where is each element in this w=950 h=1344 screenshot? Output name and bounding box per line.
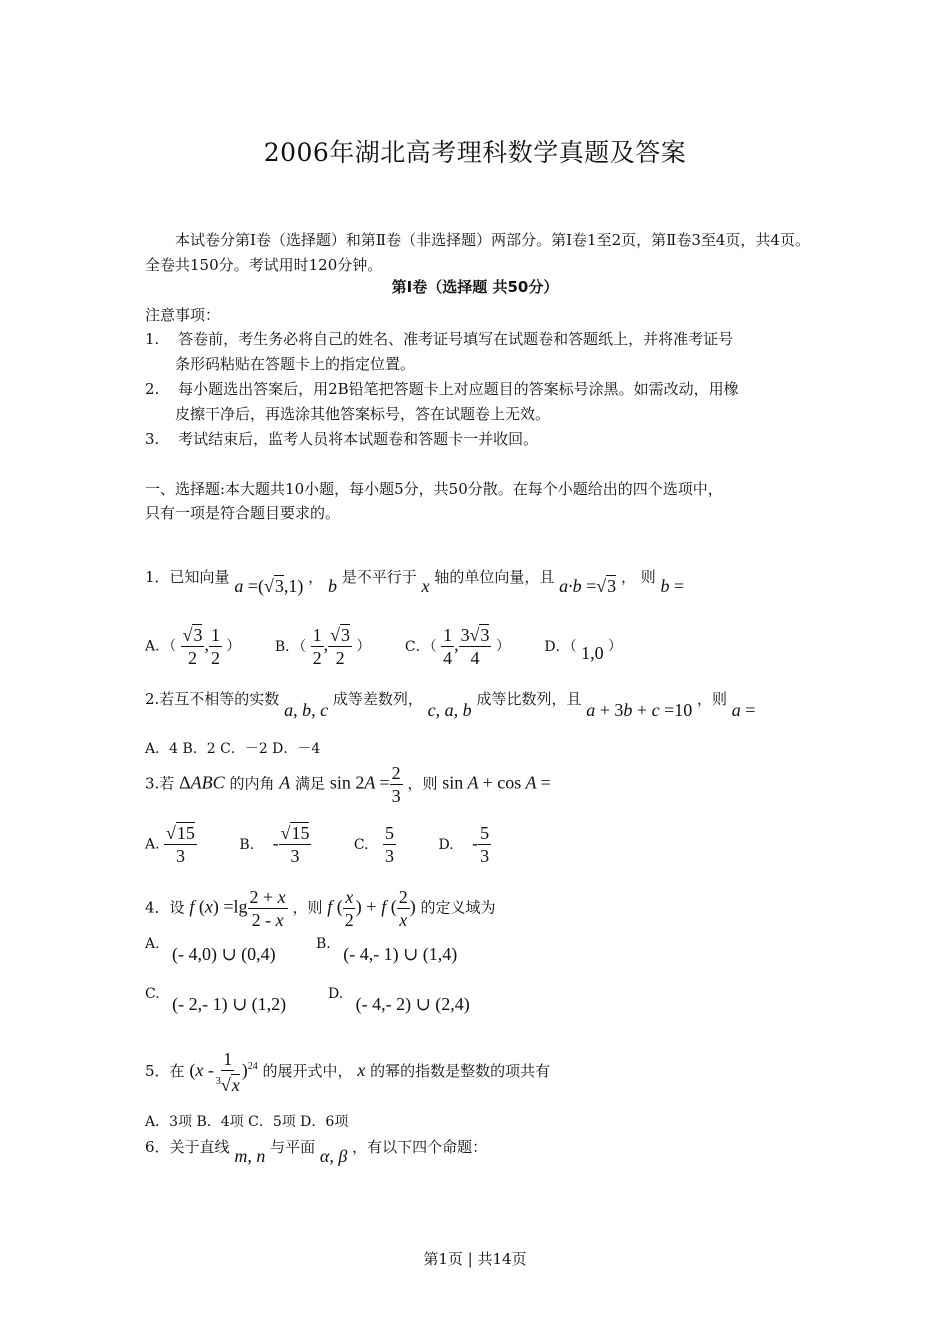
notice-item: [145, 428, 538, 449]
question-4: 4．设 f (x) =lg $\frac{2 + x}{2 - x}$ ，则 f ( $\frac{x}{2}$ ) + f ( $\frac{2}{x}$ ) 的定义域为: [145, 887, 496, 930]
notice-number: 2.: [145, 380, 160, 398]
notice-heading: 注意事项：: [145, 306, 221, 324]
question-2-options: A．4 B．2 C．－2 D．－4: [145, 741, 321, 757]
notice-number: 1.: [145, 330, 160, 348]
notice-number: 3.: [145, 430, 160, 448]
notice-text: 每小题选出答案后，用2B铅笔把答题卡上对应题目的答案标号涂黑。如需改动，用橡: [178, 380, 739, 398]
question-4-option-a: A. (- 4,0) ∪ (0,4): [145, 936, 276, 964]
question-5: 5．在 (x - $\frac{1}{^3√x}$ )$^{24}$ 的展开式中， x 的幂的指数是整数的项共有: [145, 1049, 551, 1095]
notice-text: 考试结束后，监考人员将本试题卷和答题卡一并收回。: [178, 430, 539, 448]
notice-text: 皮擦干净后，再选涂其他答案标号，答在试题卷上无效。: [175, 405, 551, 423]
question-3: 3.若 ΔABC 的内角 A 满足 sin 2A = $\frac{2}{3}$ ，则 sin A + cos A =: [145, 763, 551, 806]
page-footer: 第1页 | 共14页: [423, 1250, 527, 1268]
notice-text: 条形码粘贴在答题卡上的指定位置。: [175, 355, 416, 373]
question-3-options: A. $\frac{√15}{3}$ B. - $\frac{√15}{3}$ C. $\frac{5}{3}$ D. - $\frac{5}{3}$: [145, 823, 490, 866]
question-5-options: A．3项 B．4项 C．5项 D．6项: [145, 1114, 349, 1130]
question-4-option-b: B. (- 4,- 1) ∪ (1,4): [316, 936, 458, 964]
question-6: 6．关于直线 m, n 与平面 α, β ，有以下四个命题：: [145, 1138, 488, 1166]
question-1-options: A．（ $\frac{√3}{2}$ , $\frac{1}{2}$ ） B．（ $\frac{1}{2}$ , $\frac{√3}{2}$ ） C．（ $\frac{1}{4}$ , $\frac{3√3}{4}$ ） D．（ 1,0 ）: [145, 625, 623, 668]
question-4-option-c: C. (- 2,- 1) ∪ (1,2): [145, 986, 287, 1014]
page-title: 2006年湖北高考理科数学真题及答案: [263, 138, 687, 167]
notice-item: [145, 328, 733, 349]
part-instruction: 一、选择题:本大题共10小题，每小题5分，共50分散。在每个小题给出的四个选项中，: [145, 480, 723, 498]
part-instruction: 只有一项是符合题目要求的。: [145, 504, 341, 522]
formula: a·b =√3: [559, 576, 617, 596]
notice-item: [145, 378, 739, 399]
question-4-option-d: D. (- 4,- 2) ∪ (2,4): [328, 986, 470, 1014]
question-1: 1．已知向量 a =(√3,1) ， b 是不平行于 x 轴的单位向量，且 a·b =√3 ， 则 b =: [145, 568, 685, 596]
question-2: 2.若互不相等的实数 a, b, c 成等差数列， c, a, b 成等比数列，且 a + 3b + c =10 ，则 a =: [145, 690, 756, 720]
intro-paragraph: 本试卷分第Ⅰ卷（选择题）和第Ⅱ卷（非选择题）两部分。第Ⅰ卷1至2页，第Ⅱ卷3至4页，共4页。全卷共150分。考试用时120分钟。: [145, 231, 810, 274]
section-heading: 第Ⅰ卷（选择题 共50分）: [391, 278, 559, 296]
formula: a =(√3,1): [234, 576, 304, 596]
notice-text: 答卷前，考生务必将自己的姓名、准考证号填写在试题卷和答题纸上，并将准考证号: [178, 330, 734, 348]
